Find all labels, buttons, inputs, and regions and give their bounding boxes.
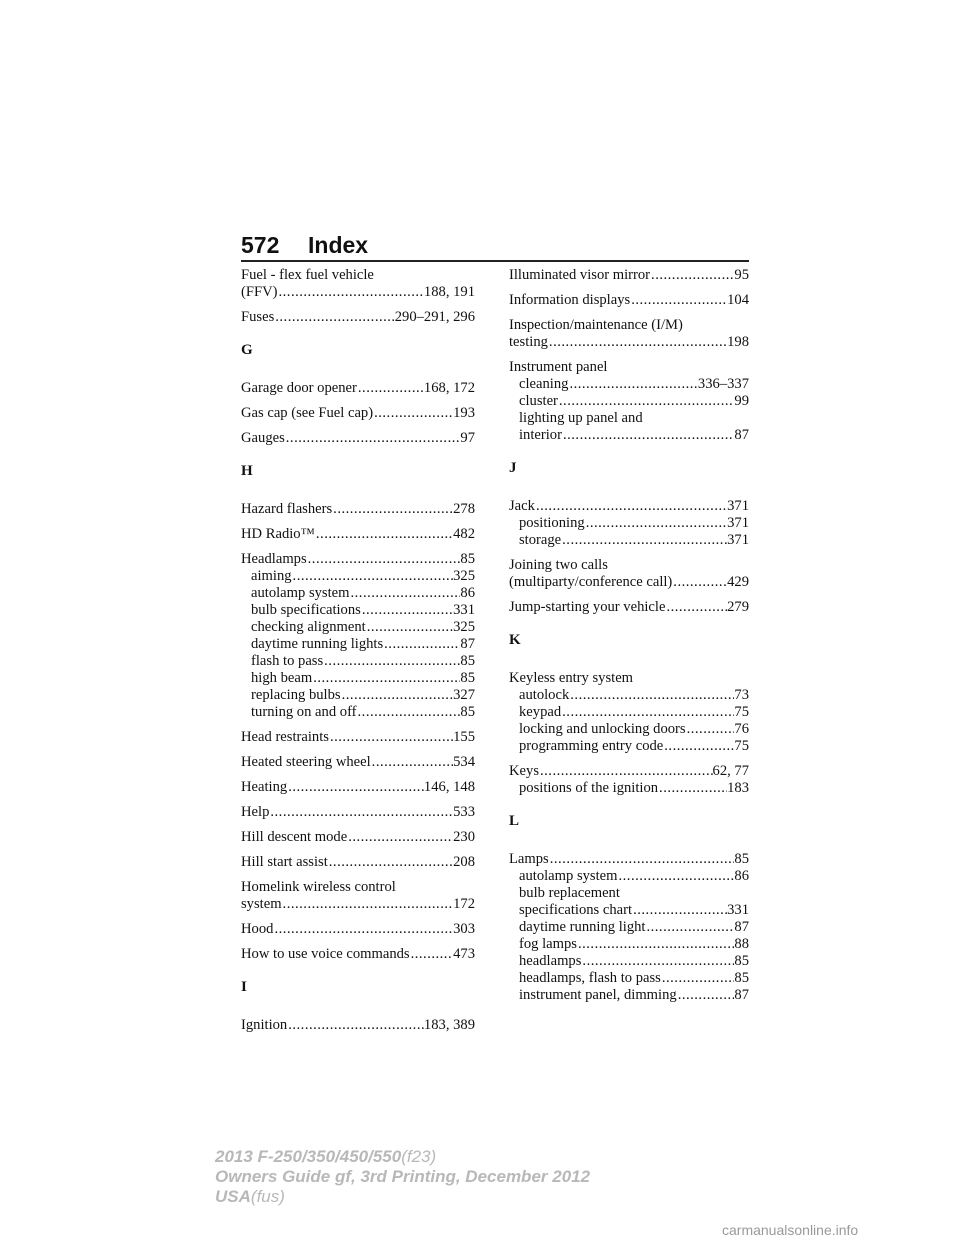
index-entry: Heating ..... 146, 148 [241, 779, 475, 796]
document-footer [215, 1147, 590, 1207]
section-letter: J [509, 460, 517, 476]
footer-line-guide: Owners Guide gf, 3rd Printing, December 2012 [215, 1167, 591, 1186]
index-entry: Inspection/maintenance (I/M) testing ..... 198 [509, 317, 749, 351]
section-letter: G [241, 342, 253, 358]
header-rule [241, 260, 749, 262]
index-entry: Fuel - flex fuel vehicle (FFV) ..... 188, 191 [241, 267, 475, 301]
index-entry: Help ..... 533 [241, 804, 475, 821]
footer-line-region: USA(fus) [215, 1187, 285, 1206]
index-column-right [509, 267, 749, 1012]
index-entry: HD Radio™ ..... 482 [241, 526, 475, 543]
index-entry: Gas cap (see Fuel cap) ..... 193 [241, 405, 475, 422]
index-entry: Hazard flashers ..... 278 [241, 501, 475, 518]
index-entry: Homelink wireless control system ..... 172 [241, 879, 475, 913]
section-letter: H [241, 463, 253, 479]
index-entry: Hill descent mode ..... 230 [241, 829, 475, 846]
index-entry: How to use voice commands ..... 473 [241, 946, 475, 963]
index-entry: Headlamps ..... 85 aiming ..... 325 autolamp system ..... 86 bulb specifications ..... 331 checking alignment ..... 325 daytime running lights ..... 87 flash to pass ..... 85 high beam ..... 85 replacing bulbs ..... 327 turning on and off ..... 85 [241, 551, 475, 721]
index-entry: Heated steering wheel ..... 534 [241, 754, 475, 771]
section-letter: K [509, 632, 521, 648]
index-entry: Instrument panel cleaning ..... 336–337 cluster ..... 99 lighting up panel and interior ..... 87 [509, 359, 749, 444]
index-entry: Illuminated visor mirror ..... 95 [509, 267, 749, 284]
index-entry: Joining two calls (multiparty/conference call) ..... 429 [509, 557, 749, 591]
index-entry: Hill start assist ..... 208 [241, 854, 475, 871]
index-entry: Keyless entry system autolock ..... 73 keypad ..... 75 locking and unlocking doors ..... 76 programming entry code ..... 75 [509, 670, 749, 755]
footer-line-model: 2013 F-250/350/450/550(f23) [215, 1147, 437, 1166]
page-header [241, 232, 749, 262]
index-entry: Garage door opener ..... 168, 172 [241, 380, 475, 397]
section-letter: I [241, 979, 247, 995]
section-letter: L [509, 813, 520, 829]
page-number: 572 [241, 232, 280, 258]
index-entry: Jack ..... 371 positioning ..... 371 storage ..... 371 [509, 498, 749, 549]
page-title: Index [308, 232, 369, 258]
index-entry: Gauges ..... 97 [241, 430, 475, 447]
index-entry: Lamps ..... 85 autolamp system ..... 86 bulb replacement specifications chart ..... 331 daytime running light ..... 87 fog lamps ..... 88 headlamps ..... 85 headlamps, flash to pass ..... 85 instrument panel, dimming ..... 87 [509, 851, 749, 1004]
index-entry: Keys ..... 62, 77 positions of the ignition ..... 183 [509, 763, 749, 797]
index-entry: Head restraints ..... 155 [241, 729, 475, 746]
index-entry: Jump-starting your vehicle ..... 279 [509, 599, 749, 616]
watermark: carmanualsonline.info [722, 1222, 859, 1238]
index-column-left [241, 267, 475, 1042]
index-entry: Information displays ..... 104 [509, 292, 749, 309]
index-entry: Hood ..... 303 [241, 921, 475, 938]
index-entry: Fuses ..... 290–291, 296 [241, 309, 475, 326]
index-entry: Ignition ..... 183, 389 [241, 1017, 475, 1034]
